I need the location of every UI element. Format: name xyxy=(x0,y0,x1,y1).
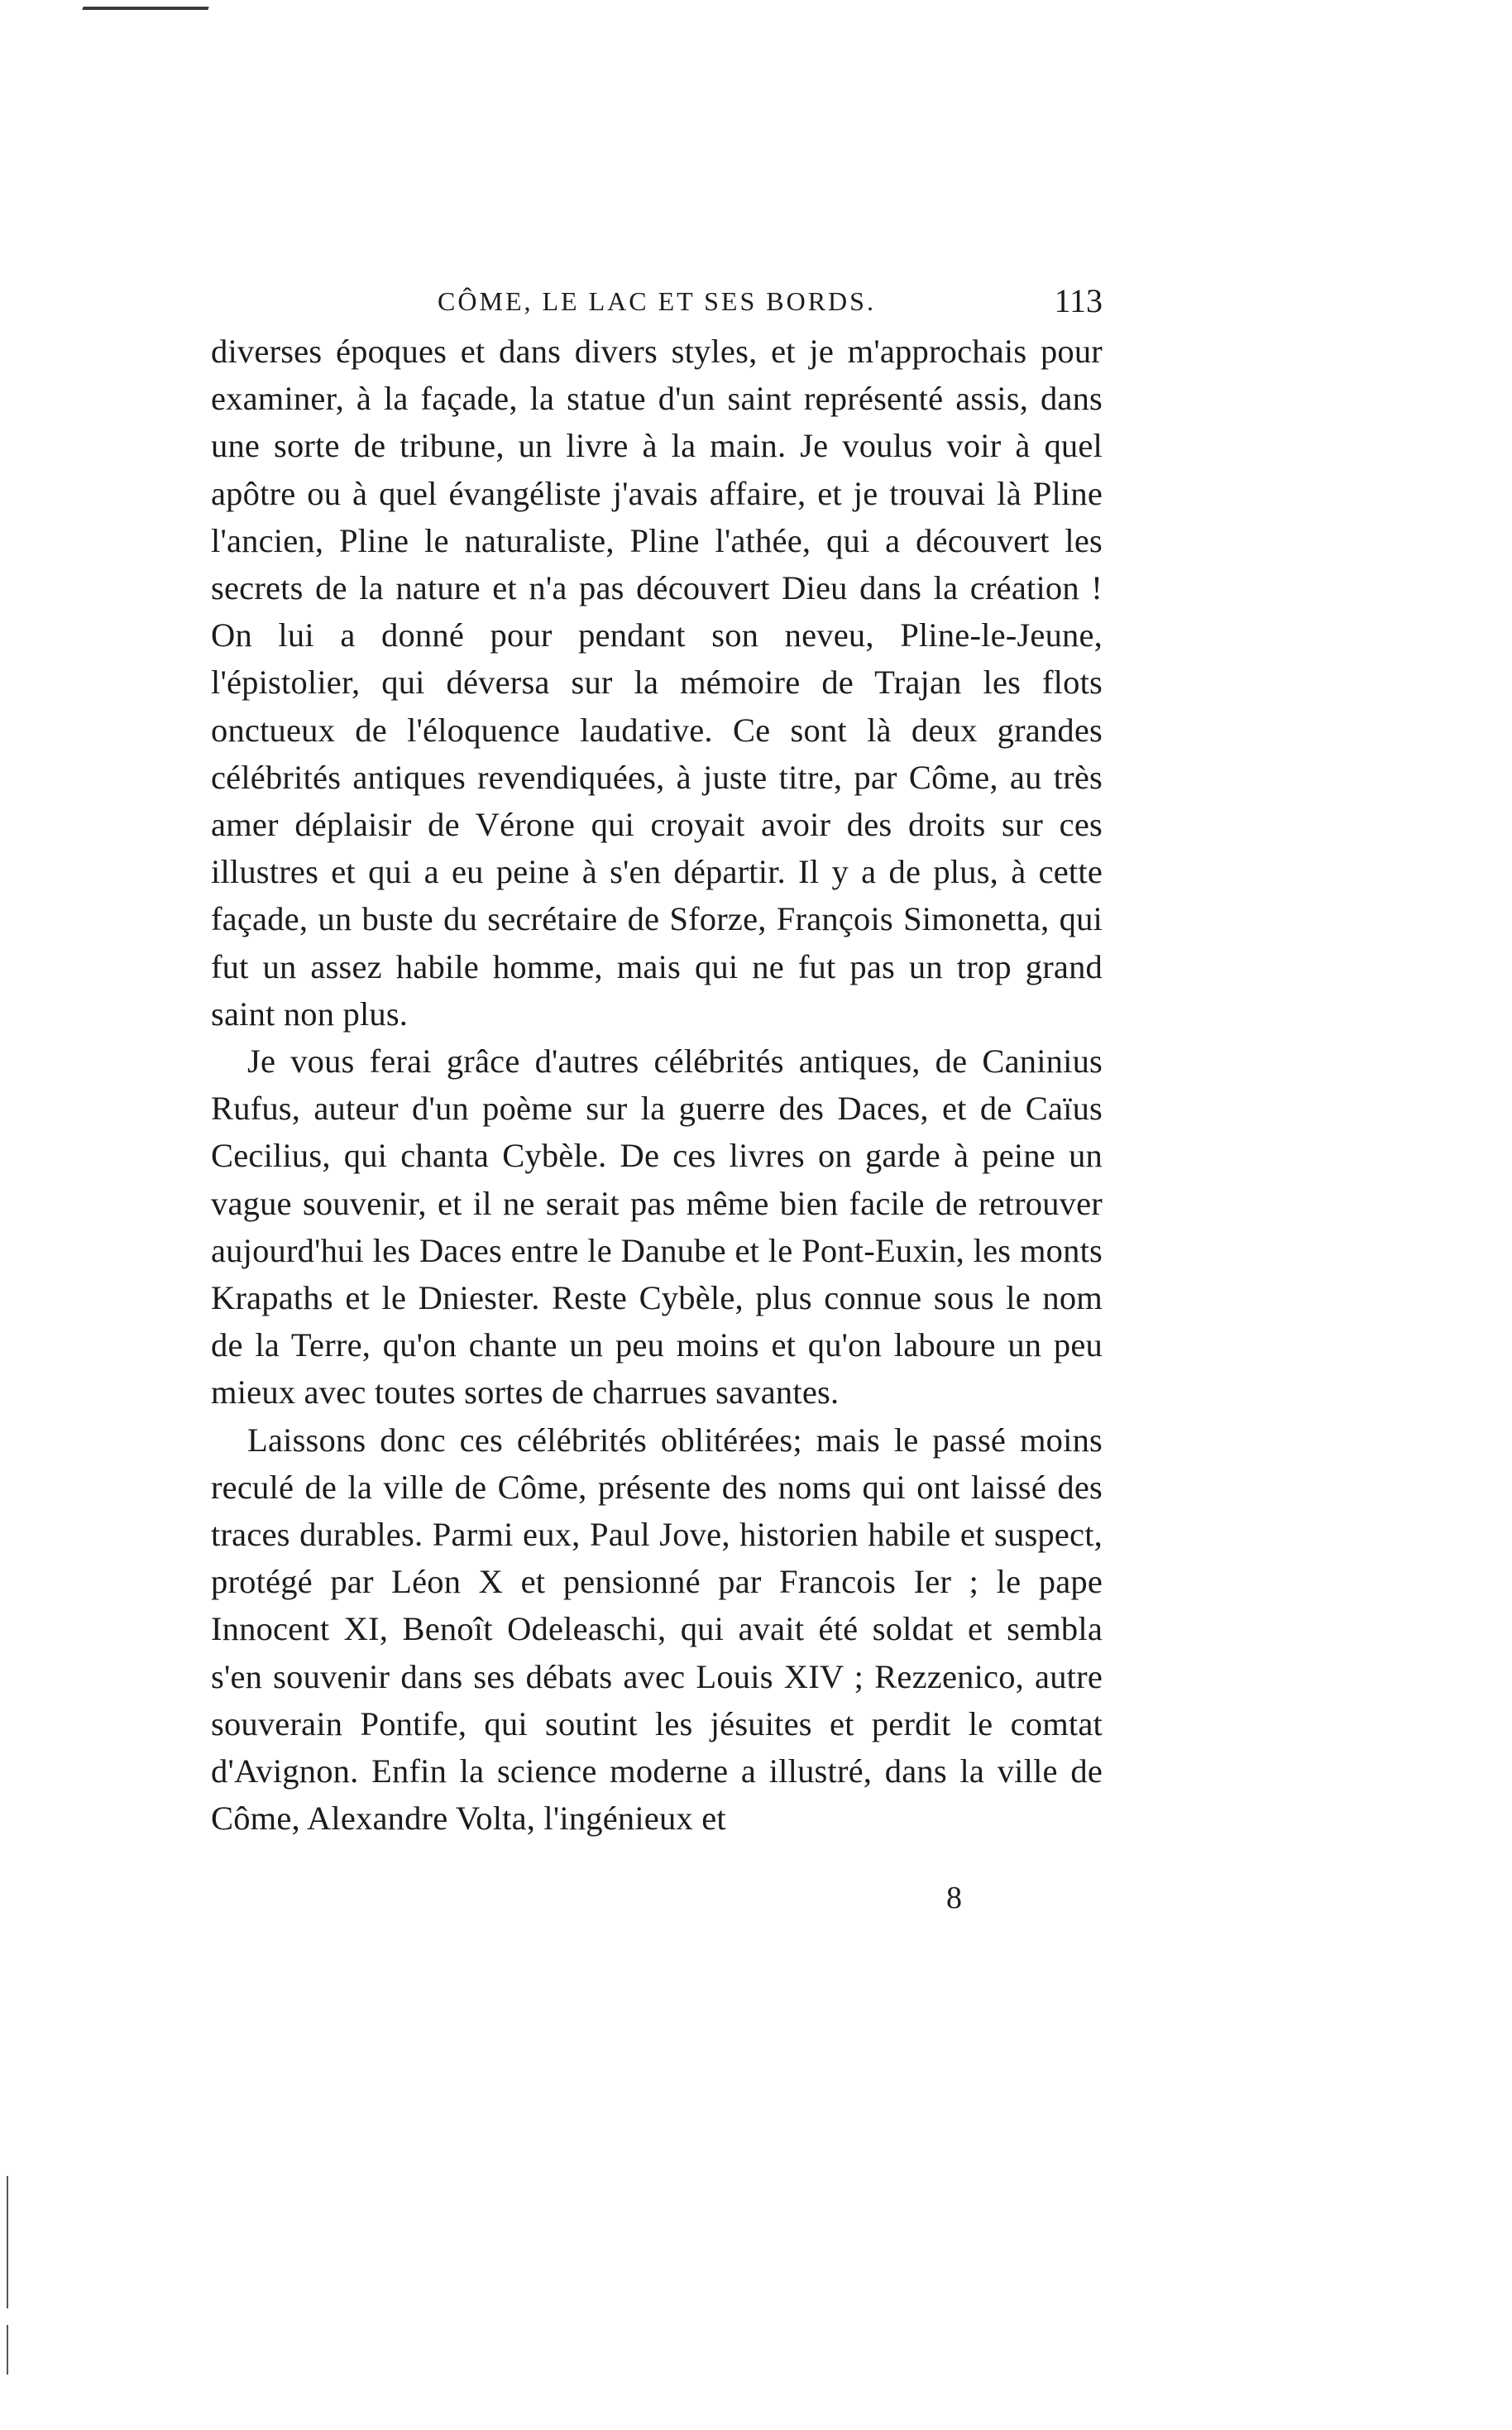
running-title: CÔME, LE LAC ET SES BORDS. xyxy=(438,286,876,316)
running-head xyxy=(211,278,1103,328)
paragraph: Laissons donc ces célébrités oblitérées; mais le passé moins reculé de la ville de Côme, présente des noms qui ont laissé des traces durables. Parmi eux, Paul Jove, historien habile et suspect, protégé par Léon X et pensionné par Francois Ier ; le pape Innocent XI, Benoît Odeleaschi, qui avait été soldat et sembla s'en souvenir dans ses débats avec Louis XIV ; Rezzenico, autre souverain Pontife, qui soutint les jésuites et perdit le comtat d'Avignon. Enfin la science moderne a illustré, dans la ville de Côme, Alexandre Volta, l'ingénieux et xyxy=(211,1421,1103,1838)
book-page xyxy=(211,278,1103,1843)
paragraph: diverses époques et dans divers styles, et je m'approchais pour examiner, à la façade, la statue d'un saint représenté assis, dans une sorte de tribune, un livre à la main. Je voulus voir à quel apôtre ou à quel évangéliste j'avais affaire, et je trouvai là Pline l'ancien, Pline le naturaliste, Pline l'athée, qui a découvert les secrets de la nature et n'a pas découvert Dieu dans la création ! On lui a donné pour pendant son neveu, Pline-le-Jeune, l'épistolier, qui déversa sur la mémoire de Trajan les flots onctueux de l'éloquence laudative. Ce sont là deux grandes célébrités antiques revendiquées, à juste titre, par Côme, au très amer déplaisir de Vérone qui croyait avoir des droits sur ces illustres et qui a eu peine à s'en départir. Il y a de plus, à cette façade, un buste du secrétaire de Sforze, François Simonetta, qui fut un assez habile homme, mais qui ne fut pas un trop grand saint non plus. xyxy=(211,333,1103,1033)
paragraph: Je vous ferai grâce d'autres célébrités antiques, de Caninius Rufus, auteur d'un poème sur la guerre des Daces, et de Caïus Cecilius, qui chanta Cybèle. De ces livres on garde à peine un vague souvenir, et il ne serait pas même bien facile de retrouver aujourd'hui les Daces entre le Danube et le Pont-Euxin, les monts Krapaths et le Dniester. Reste Cybèle, plus connue sous le nom de la Terre, qu'on chante un peu moins et qu'on laboure un peu mieux avec toutes sortes de charrues savantes. xyxy=(211,1042,1103,1412)
scan-artifact xyxy=(82,7,208,10)
page-number: 113 xyxy=(1054,282,1103,319)
margin-artifact xyxy=(7,2176,8,2308)
signature-mark: 8 xyxy=(946,1881,962,1915)
body-text xyxy=(211,328,1103,1843)
margin-artifact xyxy=(7,2325,8,2375)
